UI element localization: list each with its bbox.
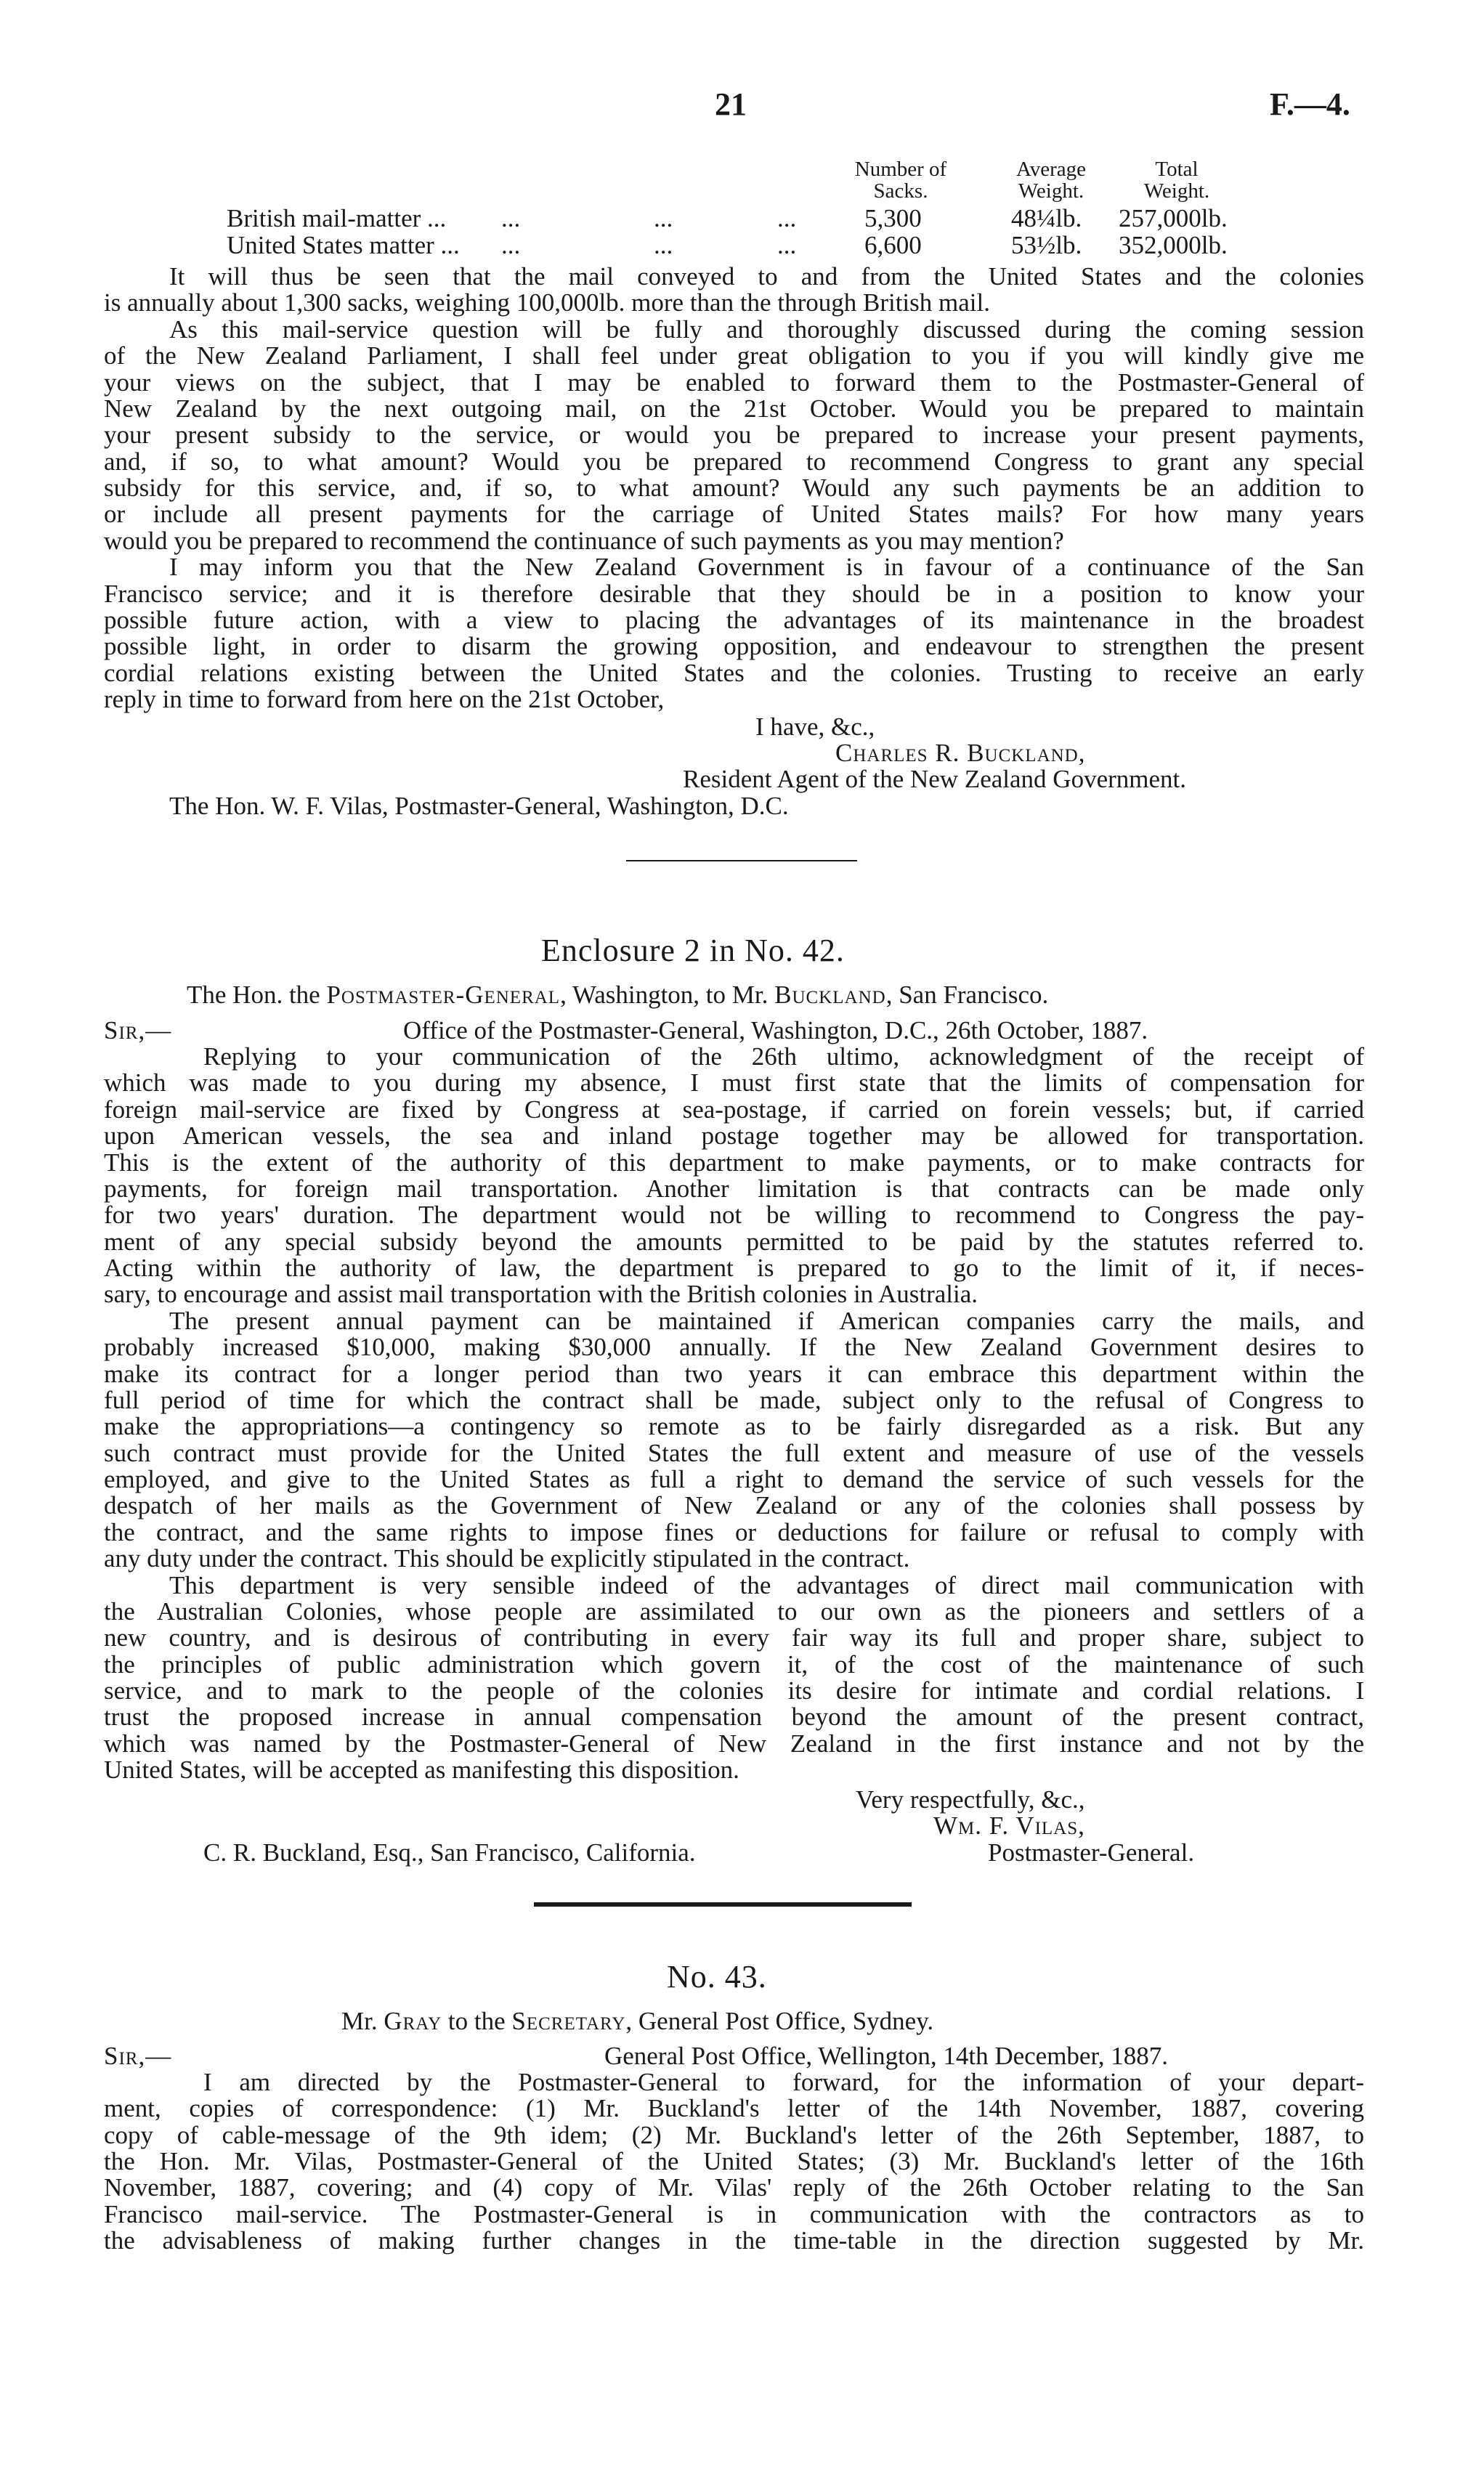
text-line: Francisco service; and it is therefore desirable that they should be in a position to know your <box>104 580 1364 608</box>
closing: Very respectfully, &c., <box>856 1785 1085 1814</box>
text-line: any duty under the contract. This should be explicitly stipulated in the contract. <box>104 1544 910 1573</box>
text-line: New Zealand by the next outgoing mail, on the 21st October. Would you be prepared to maintain <box>104 394 1364 423</box>
text-line: upon American vessels, the sea and inland postage together may be allowed for transportation. <box>104 1121 1364 1150</box>
addressee: C. R. Buckland, Esq., San Francisco, California. <box>203 1838 696 1867</box>
section-subtitle: Mr. Gray to the Secretary, General Post Office, Sydney. <box>341 2007 934 2035</box>
text-line: and, if so, to what amount? Would you be prepared to recommend Congress to grant any special <box>104 447 1364 476</box>
text-line: possible future action, with a view to placing the advantages of its maintenance in the broadest <box>104 606 1364 634</box>
section-divider <box>534 1902 912 1907</box>
section-divider <box>626 860 857 861</box>
leader-dots: ... <box>501 231 521 259</box>
text-line: such contract must provide for the United States the full extent and measure of use of the vessels <box>104 1439 1364 1467</box>
closing: I have, &c., <box>755 713 875 741</box>
text-line: I am directed by the Postmaster-General to forward, for the information of your depart- <box>203 2068 1364 2096</box>
text-line: Replying to your communication of the 26th ultimo, acknowledgment of the receipt of <box>203 1042 1364 1071</box>
table-cell-total: 257,000lb. <box>1119 204 1228 232</box>
text-line: your views on the subject, that I may be enabled to forward them to the Postmaster-General of <box>104 368 1364 397</box>
document-reference: F.—4. <box>1270 86 1350 122</box>
text-line: It will thus be seen that the mail conveyed to and from the United States and the colonies <box>169 262 1364 291</box>
text-line: the contract, and the same rights to impose fines or deductions for failure or refusal to comply with <box>104 1518 1364 1546</box>
signature-title: Postmaster-General. <box>988 1838 1195 1867</box>
text-line: of the New Zealand Parliament, I shall feel under great obligation to you if you will kindly give me <box>104 341 1364 370</box>
text-line: despatch of her mails as the Government of New Zealand or any of the colonies shall possess by <box>104 1491 1364 1519</box>
text-line: I may inform you that the New Zealand Government is in favour of a continuance of the San <box>169 553 1364 581</box>
table-row-label: United States matter ... <box>227 231 460 259</box>
text-line: make the appropriations—a contingency so remote as to be fairly disregarded as a risk. But any <box>104 1412 1364 1440</box>
text-line: ment of any special subsidy beyond the amounts permitted to be paid by the statutes referred to. <box>104 1228 1364 1256</box>
section-title: No. 43. <box>667 1959 767 1995</box>
text-line: payments, for foreign mail transportation. Another limitation is that contracts can be made only <box>104 1174 1364 1203</box>
table-cell-sacks: 6,600 <box>864 231 922 259</box>
text-line: which was made to you during my absence, I must first state that the limits of compensation for <box>104 1068 1364 1097</box>
text-line: for two years' duration. The department would not be willing to recommend to Congress the pay- <box>104 1201 1364 1229</box>
text-line: the principles of public administration which govern it, of the cost of the maintenance of such <box>104 1650 1364 1679</box>
table-cell-average: 53½lb. <box>1011 231 1082 259</box>
text-line: the Hon. Mr. Vilas, Postmaster-General of the United States; (3) Mr. Buckland's letter of the 16th <box>104 2147 1364 2175</box>
text-line: employed, and give to the United States as full a right to demand the service of such vessels for the <box>104 1465 1364 1493</box>
leader-dots: ... <box>654 231 673 259</box>
text-line: trust the proposed increase in annual compensation beyond the amount of the present contract, <box>104 1703 1364 1731</box>
text-line: Francisco mail-service. The Postmaster-General is in communication with the contractors as to <box>104 2200 1364 2228</box>
leader-dots: ... <box>777 231 797 259</box>
text-line: probably increased $10,000, making $30,000 annually. If the New Zealand Government desires to <box>104 1333 1364 1361</box>
text-line: sary, to encourage and assist mail transportation with the British colonies in Australia. <box>104 1280 978 1308</box>
text-line: the Australian Colonies, whose people are assimilated to our own as the pioneers and settlers of a <box>104 1597 1364 1626</box>
column-header-sacks: Number of Sacks. <box>854 158 947 203</box>
text-line: new country, and is desirous of contributing in every fair way its full and proper share, subject to <box>104 1623 1364 1652</box>
text-line: foreign mail-service are fixed by Congress at sea-postage, if carried on forein vessels; but, if carried <box>104 1095 1364 1124</box>
text-line: or include all present payments for the carriage of United States mails? For how many years <box>104 500 1364 528</box>
text-line: This department is very sensible indeed of the advantages of direct mail communication with <box>169 1571 1364 1599</box>
text-line: make its contract for a longer period than two years it can embrace this department within the <box>104 1360 1364 1388</box>
addressee: The Hon. W. F. Vilas, Postmaster-General, Washington, D.C. <box>169 792 789 820</box>
text-line: Acting within the authority of law, the department is prepared to go to the limit of it, if neces- <box>104 1254 1364 1282</box>
dateline: Office of the Postmaster-General, Washington, D.C., 26th October, 1887. <box>403 1016 1148 1044</box>
column-header-total-weight: Total Weight. <box>1143 158 1210 203</box>
table-cell-total: 352,000lb. <box>1119 231 1228 259</box>
text-line: which was named by the Postmaster-General of New Zealand in the first instance and not by the <box>104 1729 1364 1758</box>
text-line: November, 1887, covering; and (4) copy of Mr. Vilas' reply of the 26th October relating to the San <box>104 2173 1364 2202</box>
section-subtitle: The Hon. the Postmaster-General, Washington, to Mr. Buckland, San Francisco. <box>187 981 1049 1009</box>
text-line: your present subsidy to the service, or would you be prepared to increase your present payments, <box>104 421 1364 449</box>
text-line: reply in time to forward from here on the 21st October, <box>104 685 665 713</box>
column-header-average-weight: Average Weight. <box>1015 158 1087 203</box>
page-number: 21 <box>715 86 747 122</box>
leader-dots: ... <box>777 204 797 232</box>
text-line: service, and to mark to the people of the colonies its desire for intimate and cordial relations. I <box>104 1676 1364 1705</box>
signature: Wm. F. Vilas, <box>933 1811 1085 1840</box>
signature-title: Resident Agent of the New Zealand Government. <box>683 765 1186 793</box>
text-line: As this mail-service question will be fully and thoroughly discussed during the coming session <box>169 315 1364 344</box>
text-line: would you be prepared to recommend the continuance of such payments as you may mention? <box>104 527 1064 555</box>
text-line: full period of time for which the contract shall be made, subject only to the refusal of Congress to <box>104 1386 1364 1414</box>
dateline: General Post Office, Wellington, 14th December, 1887. <box>604 2042 1168 2070</box>
salutation: Sir,— <box>104 2042 172 2070</box>
table-cell-average: 48¼lb. <box>1011 204 1082 232</box>
text-line: the advisableness of making further changes in the time-table in the direction suggested by Mr. <box>104 2226 1364 2255</box>
section-title: Enclosure 2 in No. 42. <box>541 933 845 968</box>
salutation: Sir,— <box>104 1016 172 1044</box>
table-cell-sacks: 5,300 <box>864 204 922 232</box>
text-line: The present annual payment can be maintained if American companies carry the mails, and <box>169 1307 1364 1335</box>
text-line: subsidy for this service, and, if so, to what amount? Would any such payments be an addition to <box>104 474 1364 502</box>
text-line: copy of cable-message of the 9th idem; (2) Mr. Buckland's letter of the 26th September, 1887, to <box>104 2121 1364 2149</box>
signature: Charles R. Buckland, <box>835 739 1086 767</box>
text-line: This is the extent of the authority of this department to make payments, or to make contracts for <box>104 1148 1364 1177</box>
text-line: ment, copies of correspondence: (1) Mr. Buckland's letter of the 14th November, 1887, covering <box>104 2094 1364 2122</box>
text-line: possible light, in order to disarm the growing opposition, and endeavour to strengthen the present <box>104 632 1364 660</box>
table-row-label: British mail-matter ... <box>227 204 447 232</box>
text-line: is annually about 1,300 sacks, weighing 100,000lb. more than the through British mail. <box>104 288 990 317</box>
text-line: United States, will be accepted as manifesting this disposition. <box>104 1756 739 1784</box>
leader-dots: ... <box>501 204 521 232</box>
leader-dots: ... <box>654 204 673 232</box>
text-line: cordial relations existing between the United States and the colonies. Trusting to receive an early <box>104 659 1364 687</box>
